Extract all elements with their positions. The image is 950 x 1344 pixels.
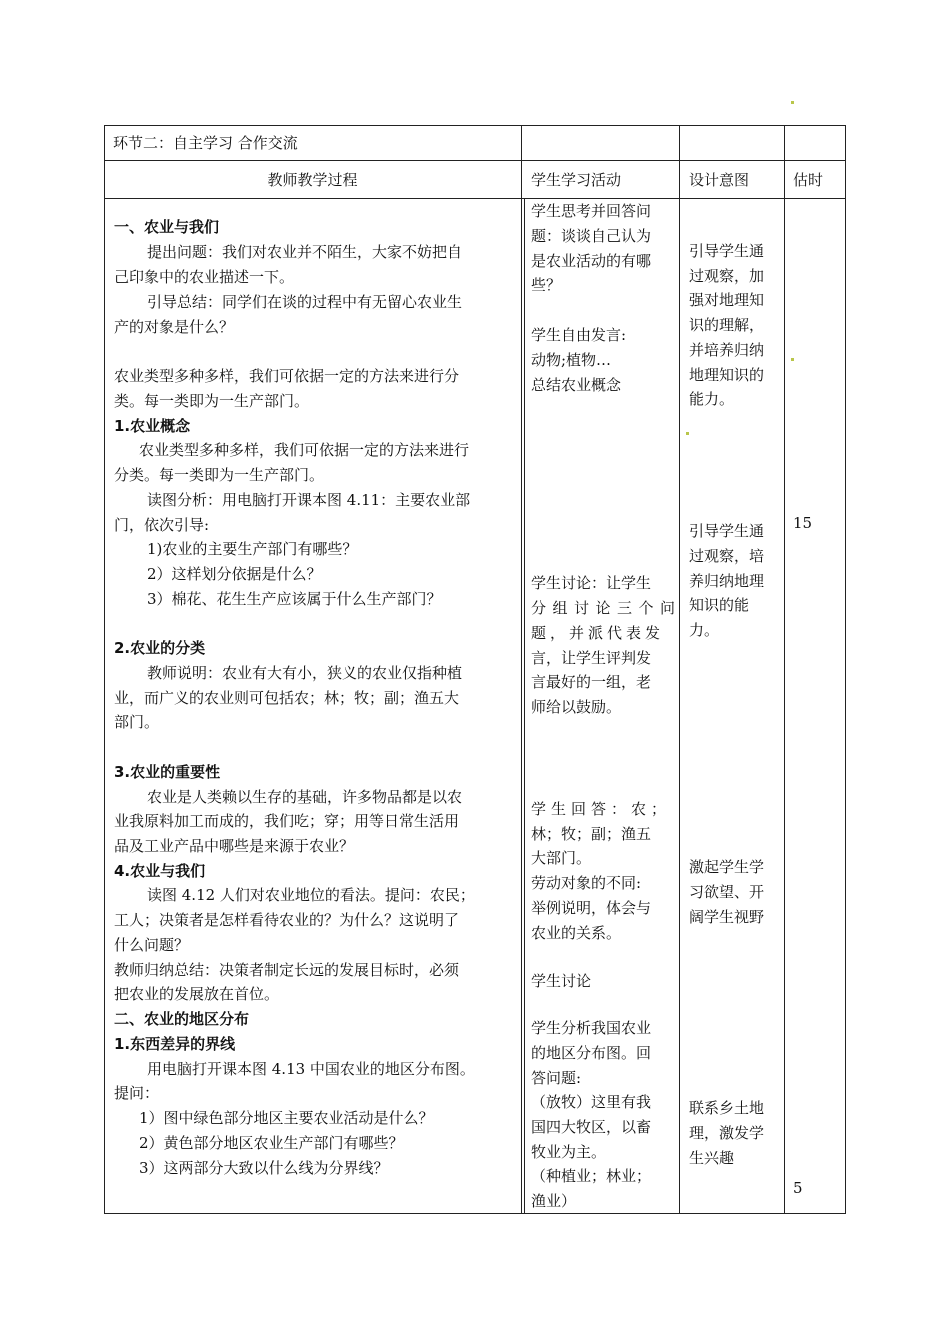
heading-agriculture-classification: 2.农业的分类 bbox=[114, 639, 206, 657]
student-text: 林；牧；副；渔五 bbox=[531, 825, 652, 843]
teacher-text: 农业类型多种多样，我们可依据一定的方法来进行 bbox=[139, 441, 470, 459]
student-text: 国四大牧区，以畜 bbox=[531, 1118, 652, 1136]
student-text: 劳动对象的不同: bbox=[531, 874, 642, 892]
student-text: 学生回答：农； bbox=[531, 800, 672, 818]
student-text: 动物;植物… bbox=[531, 351, 612, 369]
design-text: 识的理解， bbox=[689, 316, 765, 334]
header-row-divider bbox=[104, 198, 846, 199]
teacher-text: 教师说明：农业有大有小，狭义的农业仅指种植 bbox=[147, 664, 463, 682]
design-text: 能力。 bbox=[689, 390, 735, 408]
teacher-question: 2）这样划分依据是什么？ bbox=[147, 565, 322, 583]
design-text: 并培养归纳 bbox=[689, 341, 765, 359]
design-text: 知识的能 bbox=[689, 596, 750, 614]
teacher-text: 工人；决策者是怎样看待农业的？为什么？这说明了 bbox=[114, 911, 460, 929]
design-text: 强对地理知 bbox=[689, 291, 765, 309]
table-border-top bbox=[104, 125, 846, 126]
time-estimate-5: 5 bbox=[793, 1179, 803, 1197]
teacher-text: 农业类型多种多样，我们可依据一定的方法来进行分 bbox=[114, 367, 460, 385]
teacher-text: 农业是人类赖以生存的基础，许多物品都是以农 bbox=[147, 788, 463, 806]
heading-agriculture-with-us: 4.农业与我们 bbox=[114, 862, 206, 880]
student-text: 农业的关系。 bbox=[531, 924, 622, 942]
teacher-text: 教师归纳总结：决策者制定长远的发展目标时，必须 bbox=[114, 961, 460, 979]
teacher-text: 分类。每一类即为一生产部门。 bbox=[114, 466, 325, 484]
student-text: 言，让学生评判发 bbox=[531, 649, 652, 667]
student-text: 大部门。 bbox=[531, 849, 592, 867]
header-student-activity: 学生学习活动 bbox=[531, 171, 622, 189]
table-border-bottom bbox=[104, 1213, 846, 1214]
teacher-text: 引导总结：同学们在谈的过程中有无留心农业生 bbox=[147, 293, 463, 311]
student-text: 牧业为主。 bbox=[531, 1143, 607, 1161]
teacher-question: 1）图中绿色部分地区主要农业活动是什么？ bbox=[139, 1109, 434, 1127]
table-border-left bbox=[104, 125, 105, 1214]
student-text: 师给以鼓励。 bbox=[531, 698, 622, 716]
student-text: 言最好的一组，老 bbox=[531, 673, 652, 691]
student-text: 答问题: bbox=[531, 1069, 582, 1087]
student-text: 分组讨论三个问 bbox=[531, 599, 682, 617]
column-divider-1b bbox=[524, 198, 525, 1214]
student-text: 学生讨论 bbox=[531, 972, 592, 990]
heading-agriculture-importance: 3.农业的重要性 bbox=[114, 763, 221, 781]
student-text: 学生分析我国农业 bbox=[531, 1019, 652, 1037]
student-text: 举例说明，体会与 bbox=[531, 899, 652, 917]
design-text: 习欲望、开 bbox=[689, 883, 765, 901]
student-text: 的地区分布图。回 bbox=[531, 1044, 652, 1062]
design-text: 阔学生视野 bbox=[689, 908, 765, 926]
teacher-question: 3）这两部分大致以什么线为分界线？ bbox=[139, 1159, 389, 1177]
column-divider-1 bbox=[521, 125, 522, 1214]
column-divider-3 bbox=[784, 125, 785, 1214]
teacher-text: 提问： bbox=[114, 1084, 160, 1102]
design-text: 力。 bbox=[689, 621, 720, 639]
header-teacher-process: 教师教学过程 bbox=[267, 171, 358, 189]
student-text: 些？ bbox=[531, 276, 562, 294]
student-text: 学生讨论：让学生 bbox=[531, 574, 652, 592]
stray-mark bbox=[791, 358, 794, 361]
teacher-question: 1)农业的主要生产部门有哪些？ bbox=[147, 540, 358, 558]
design-text: 过观察，加 bbox=[689, 267, 765, 285]
design-text: 理，激发学 bbox=[689, 1124, 765, 1142]
student-text: 题，并派代表发 bbox=[531, 624, 665, 642]
student-text: 题：谈谈自己认为 bbox=[531, 227, 652, 245]
teacher-text: 产的对象是什么？ bbox=[114, 318, 235, 336]
design-text: 过观察，培 bbox=[689, 547, 765, 565]
teacher-text: 把农业的发展放在首位。 bbox=[114, 985, 280, 1003]
teacher-text: 部门。 bbox=[114, 713, 160, 731]
teacher-question: 2）黄色部分地区农业生产部门有哪些？ bbox=[139, 1134, 404, 1152]
heading-east-west-boundary: 1.东西差异的界线 bbox=[114, 1035, 236, 1053]
student-text: 学生思考并回答问 bbox=[531, 202, 652, 220]
teacher-text: 读图分析：用电脑打开课本图 4.11：主要农业部 bbox=[147, 491, 471, 509]
heading-regional-distribution: 二、农业的地区分布 bbox=[114, 1010, 250, 1028]
stray-mark bbox=[791, 101, 794, 104]
teacher-text: 读图 4.12 人们对农业地位的看法。提问：农民； bbox=[147, 886, 475, 904]
title-row-divider bbox=[104, 160, 846, 161]
teacher-text: 己印象中的农业描述一下。 bbox=[114, 268, 295, 286]
teacher-text: 品及工业产品中哪些是来源于农业？ bbox=[114, 837, 355, 855]
heading-agriculture-and-us: 一、农业与我们 bbox=[114, 218, 220, 236]
design-text: 引导学生通 bbox=[689, 242, 765, 260]
teacher-text: 业我原料加工而成的，我们吃；穿；用等日常生活用 bbox=[114, 812, 460, 830]
student-text: （放牧）这里有我 bbox=[531, 1093, 652, 1111]
teacher-text: 门，依次引导: bbox=[114, 516, 210, 534]
teacher-text: 业，而广义的农业则可包括农；林；牧；副；渔五大 bbox=[114, 689, 460, 707]
header-design-intent: 设计意图 bbox=[689, 171, 750, 189]
teacher-text: 类。每一类即为一生产部门。 bbox=[114, 392, 310, 410]
teacher-text: 用电脑打开课本图 4.13 中国农业的地区分布图。 bbox=[147, 1060, 475, 1078]
student-text: 渔业） bbox=[531, 1192, 577, 1210]
design-text: 激起学生学 bbox=[689, 858, 765, 876]
table-border-right bbox=[845, 125, 846, 1214]
student-text: （种植业；林业； bbox=[531, 1167, 652, 1185]
design-text: 地理知识的 bbox=[689, 366, 765, 384]
design-text: 养归纳地理 bbox=[689, 572, 765, 590]
section-title: 环节二：自主学习 合作交流 bbox=[113, 134, 298, 152]
student-text: 学生自由发言: bbox=[531, 326, 627, 344]
design-text: 生兴趣 bbox=[689, 1149, 735, 1167]
student-text: 总结农业概念 bbox=[531, 376, 622, 394]
stray-mark bbox=[686, 432, 689, 435]
teacher-question: 3）棉花、花生生产应该属于什么生产部门？ bbox=[147, 590, 442, 608]
heading-agriculture-concept: 1.农业概念 bbox=[114, 417, 191, 435]
design-text: 引导学生通 bbox=[689, 522, 765, 540]
column-divider-2 bbox=[679, 125, 680, 1214]
teacher-text: 什么问题？ bbox=[114, 936, 190, 954]
time-estimate-15: 15 bbox=[793, 514, 813, 532]
header-time-estimate: 估时 bbox=[793, 171, 824, 189]
design-text: 联系乡土地 bbox=[689, 1099, 765, 1117]
teacher-text: 提出问题：我们对农业并不陌生，大家不妨把自 bbox=[147, 243, 463, 261]
student-text: 是农业活动的有哪 bbox=[531, 252, 652, 270]
